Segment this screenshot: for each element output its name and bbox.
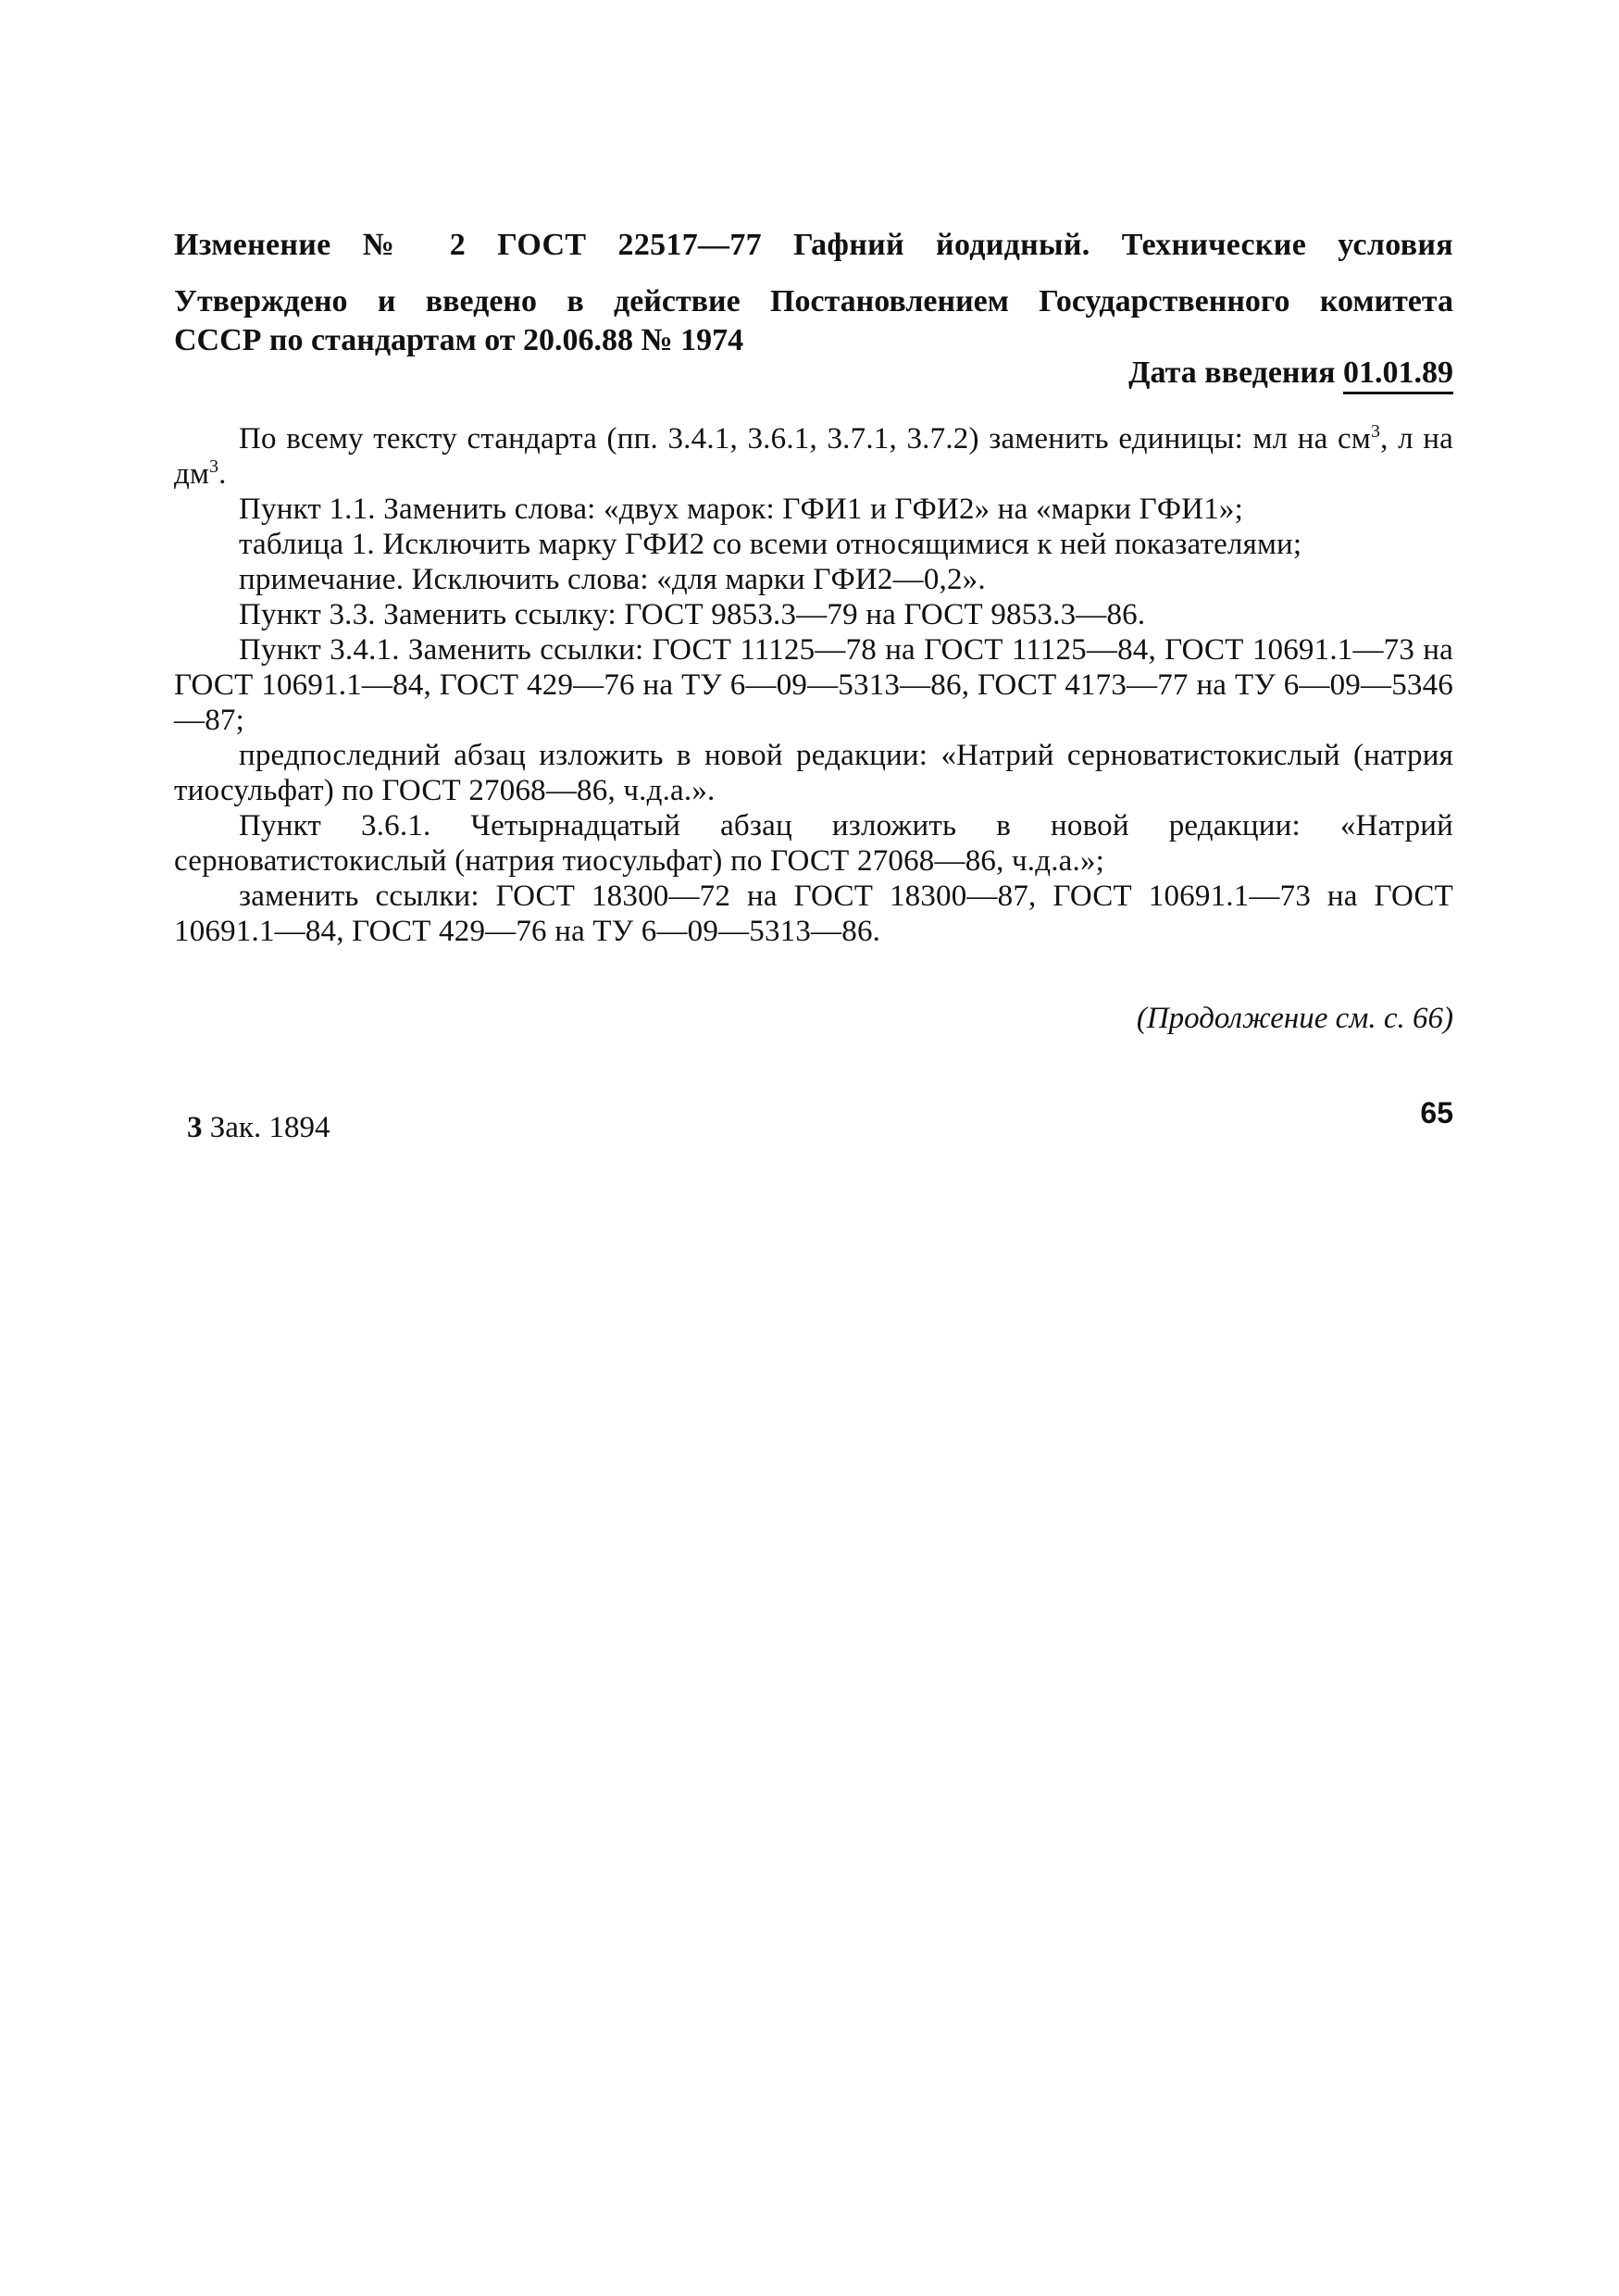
- paragraph-clause-1-1: Пункт 1.1. Заменить слова: «двух марок: ГФИ1 и ГФИ2» на «марки ГФИ1»;: [239, 493, 1243, 526]
- paragraph-units-text-c: .: [218, 457, 227, 491]
- paragraph-units-text-a: По всему тексту стандарта (пп. 3.4.1, 3.6.1, 3.7.1, 3.7.2) заменить единицы: мл на см: [239, 422, 1371, 455]
- page-number: 65: [1420, 1096, 1453, 1129]
- paragraph-units: [174, 421, 1453, 492]
- order-sheet-number: 3: [187, 1111, 203, 1144]
- paragraph-clause-3-6-1: Пункт 3.6.1. Четырнадцатый абзац изложить в новой редакции: «Натрий серноватистокислый (натрия тиосульфат) по ГОСТ 27068—86, ч.д.а.»;: [174, 809, 1453, 878]
- superscript-cm3: 3: [1370, 421, 1381, 442]
- approval-statement: [174, 282, 1453, 360]
- paragraph-clause-3-3: Пункт 3.3. Заменить ссылку: ГОСТ 9853.3—79 на ГОСТ 9853.3—86.: [239, 598, 1146, 631]
- paragraph-replace-refs: заменить ссылки: ГОСТ 18300—72 на ГОСТ 18300—87, ГОСТ 10691.1—73 на ГОСТ 10691.1—84, ГОСТ 429—76 на ТУ 6—09—5313—86.: [174, 880, 1453, 948]
- order-number: Зак. 1894: [209, 1111, 330, 1144]
- paragraph-penultimate: предпоследний абзац изложить в новой редакции: «Натрий серноватистокислый (натрия тиосульфат) по ГОСТ 27068—86, ч.д.а.».: [174, 739, 1453, 807]
- amendment-body: [174, 421, 1453, 949]
- continuation-note: (Продолжение см. с. 66): [1136, 1002, 1453, 1035]
- approval-line-2: СССР по стандартам от 20.06.88 № 1974: [174, 323, 744, 357]
- effective-date: [174, 354, 1453, 393]
- document-title: Изменение № 2 ГОСТ 22517—77 Гафний йодидный. Технические условия: [174, 228, 1453, 262]
- approval-line-1: Утверждено и введено в действие Постановлением Государственного комитета: [174, 284, 1453, 318]
- paragraph-note: примечание. Исключить слова: «для марки ГФИ2—0,2».: [239, 563, 986, 596]
- paragraph-units-text-b: , л на дм: [174, 422, 1454, 491]
- effective-date-label: Дата введения: [1128, 356, 1336, 390]
- superscript-dm3: 3: [209, 456, 219, 477]
- paragraph-clause-3-4-1: Пункт 3.4.1. Заменить ссылки: ГОСТ 11125—78 на ГОСТ 11125—84, ГОСТ 10691.1—73 на ГОСТ 10691.1—84, ГОСТ 429—76 на ТУ 6—09—5313—86, ГОСТ 4173—77 на ТУ 6—09—5346—87;: [174, 633, 1453, 737]
- order-info: [187, 1109, 330, 1146]
- paragraph-table-1: таблица 1. Исключить марку ГФИ2 со всеми относящимися к ней показателями;: [239, 528, 1302, 561]
- effective-date-value: 01.01.89: [1343, 356, 1453, 394]
